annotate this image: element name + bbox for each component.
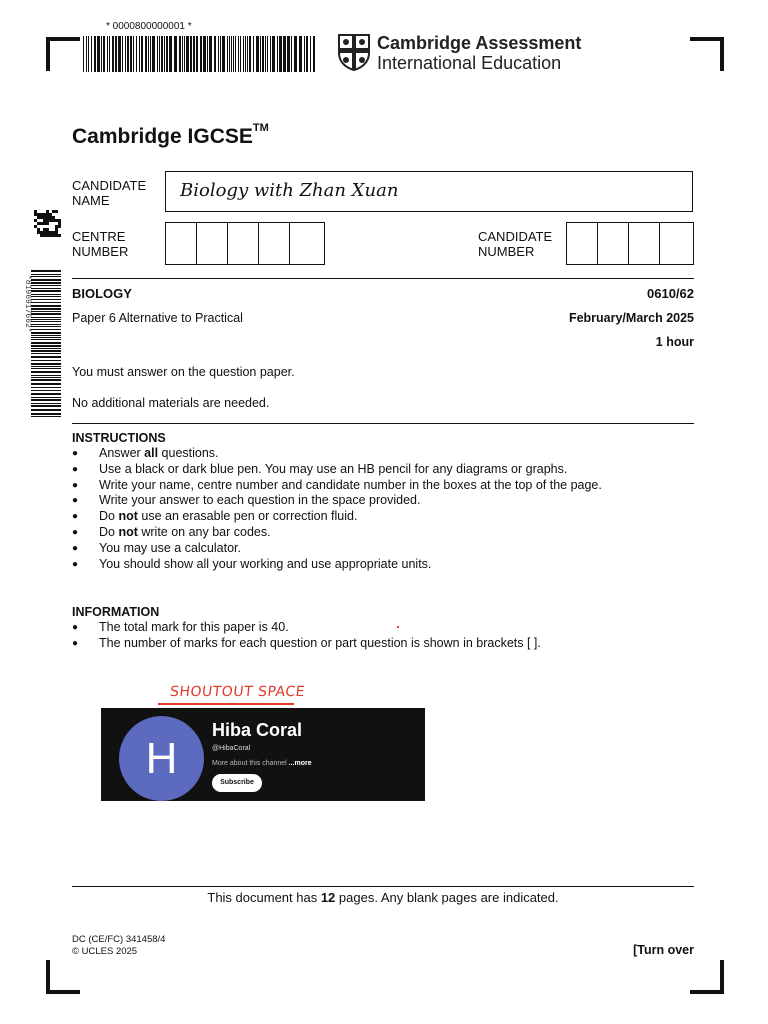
instruction-item: ● Do not use an erasable pen or correction fluid. bbox=[72, 509, 602, 525]
document-ref: DC (CE/FC) 341458/4 bbox=[72, 934, 166, 945]
candidate-digit-box[interactable] bbox=[660, 223, 691, 264]
channel-card[interactable] bbox=[101, 708, 425, 801]
shield-icon bbox=[337, 33, 371, 71]
centre-digit-box[interactable] bbox=[228, 223, 259, 264]
trademark-mark: TM bbox=[252, 122, 269, 134]
answer-note: You must answer on the question paper. bbox=[72, 365, 295, 379]
copyright: © UCLES 2025 bbox=[72, 946, 138, 957]
paper-name: Paper 6 Alternative to Practical bbox=[72, 311, 243, 325]
avatar: H bbox=[119, 716, 204, 801]
candidate-digit-box[interactable] bbox=[567, 223, 598, 264]
red-dot bbox=[397, 626, 399, 628]
candidate-name-box[interactable] bbox=[165, 171, 693, 212]
information-item: ● The total mark for this paper is 40. bbox=[72, 620, 541, 636]
logo-line-2: International Education bbox=[377, 53, 562, 73]
side-barcode bbox=[31, 270, 61, 420]
channel-handle: @HibaCoral bbox=[212, 745, 251, 752]
instruction-item: ● Use a black or dark blue pen. You may use an HB pencil for any diagrams or graphs. bbox=[72, 462, 602, 478]
information-list bbox=[72, 620, 541, 652]
channel-name[interactable]: Hiba Coral bbox=[212, 720, 303, 740]
crop-mark-top-right bbox=[690, 37, 724, 71]
instruction-item: ● You should show all your working and use appropriate units. bbox=[72, 557, 602, 573]
shoutout-underline bbox=[158, 703, 294, 705]
centre-digit-box[interactable] bbox=[197, 223, 228, 264]
subscribe-button[interactable]: Subscribe bbox=[212, 774, 262, 792]
shoutout-label: SHOUTOUT SPACE bbox=[169, 684, 306, 700]
duration: 1 hour bbox=[655, 335, 694, 349]
subject-name: BIOLOGY bbox=[72, 286, 132, 301]
candidate-number-boxes[interactable] bbox=[566, 222, 694, 265]
crop-mark-bottom-left bbox=[46, 960, 80, 994]
qr-code bbox=[34, 210, 60, 236]
candidate-digit-box[interactable] bbox=[629, 223, 660, 264]
crop-mark-top-left bbox=[46, 37, 80, 71]
exam-session: February/March 2025 bbox=[568, 311, 694, 325]
crop-mark-bottom-right bbox=[690, 960, 724, 994]
page-count-note: This document has 12 pages. Any blank pages are indicated. bbox=[207, 890, 559, 905]
barcode-number: * 0000800000001 * bbox=[106, 21, 192, 32]
instruction-item: ● Write your name, centre number and candidate number in the boxes at the top of the page. bbox=[72, 478, 602, 494]
channel-about[interactable]: More about this channel ...more bbox=[212, 760, 312, 767]
centre-digit-box[interactable] bbox=[166, 223, 197, 264]
instructions-list bbox=[72, 446, 602, 572]
page-title: Cambridge IGCSE™ bbox=[72, 122, 269, 148]
logo-line-1: Cambridge Assessment bbox=[377, 33, 582, 53]
instruction-item: ● Do not write on any bar codes. bbox=[72, 525, 602, 541]
more-link[interactable]: ...more bbox=[288, 760, 312, 767]
centre-number-boxes[interactable] bbox=[165, 222, 325, 265]
information-heading: INFORMATION bbox=[72, 605, 160, 619]
candidate-number-label: CANDIDATE NUMBER bbox=[478, 229, 553, 259]
information-item: ● The number of marks for each question or part question is shown in brackets [ ]. bbox=[72, 636, 541, 652]
instruction-item: ● Answer all questions. bbox=[72, 446, 602, 462]
divider bbox=[72, 886, 694, 887]
centre-number-label: CENTRE NUMBER bbox=[72, 229, 129, 259]
instruction-item: ● Write your answer to each question in the space provided. bbox=[72, 493, 602, 509]
candidate-name-label: CANDIDATE NAME bbox=[72, 178, 147, 208]
centre-digit-box[interactable] bbox=[259, 223, 290, 264]
top-barcode bbox=[83, 36, 316, 72]
paper-code: 0610/62 bbox=[647, 286, 694, 301]
materials-note: No additional materials are needed. bbox=[72, 396, 270, 410]
divider bbox=[72, 278, 694, 279]
turn-over: [Turn over bbox=[633, 943, 694, 957]
cambridge-logo bbox=[337, 33, 582, 73]
candidate-digit-box[interactable] bbox=[598, 223, 629, 264]
divider bbox=[72, 423, 694, 424]
side-barcode-number: *8196917662* bbox=[23, 275, 32, 333]
centre-digit-box[interactable] bbox=[290, 223, 321, 264]
candidate-name-handwriting: Biology with Zhan Xuan bbox=[180, 180, 399, 201]
instruction-item: ● You may use a calculator. bbox=[72, 541, 602, 557]
instructions-heading: INSTRUCTIONS bbox=[72, 431, 166, 445]
